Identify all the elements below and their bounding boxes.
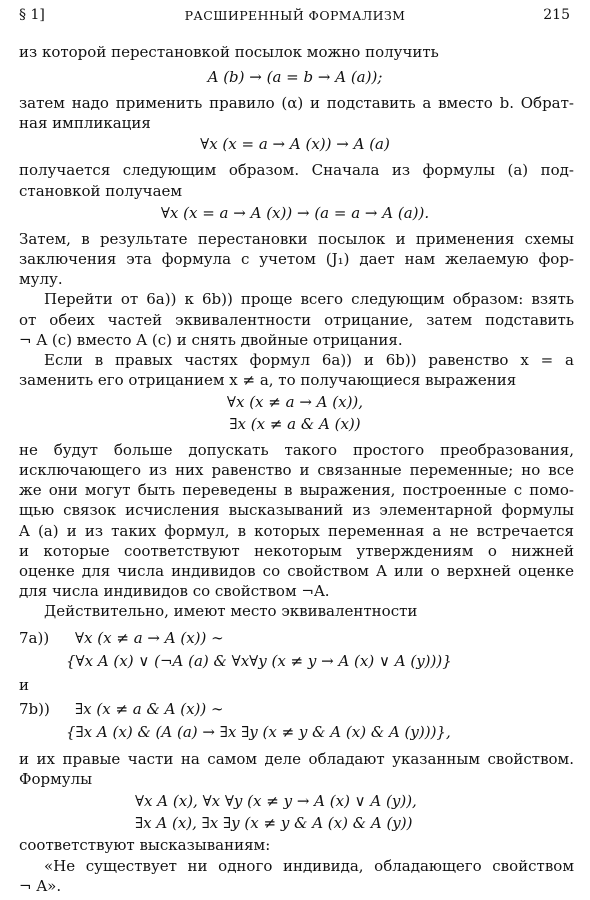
formula-line: ∀x (x = a → A (x)) → (a = a → A (a)). (160, 203, 430, 222)
text-line: ¬ A». (19, 876, 62, 895)
formula-line: ∀x (x ≠ a → A (x)), (226, 393, 364, 412)
text-line: и их правые части на самом деле обладают указанным свойством. (19, 749, 574, 768)
text-line: A (a) и из таких формул, в которых переменная a не встречается (19, 521, 574, 540)
text-line: ¬ A (c) вместо A (c) и снять двойные отрицания. (19, 330, 403, 349)
section-marker: § 1] (19, 7, 45, 23)
text-line: от обеих частей эквивалентности отрицание, затем подставить (19, 310, 574, 329)
text-line: заключения эта формула с учетом (J₁) дает нам желаемую фор- (19, 250, 574, 268)
text-line: становкой получаем (19, 181, 183, 200)
text-line: из которой перестановкой посылок можно получить (19, 43, 439, 61)
formula-line: ∀x A (x), ∀x ∀y (x ≠ y → A (x) ∨ A (y)), (135, 792, 417, 811)
text-line: Действительно, имеют место эквивалентности (44, 602, 418, 621)
running-title: РАСШИРЕННЫЙ ФОРМАЛИЗМ (184, 8, 406, 23)
text-line: не будут больше допускать такого простого преобразования, (19, 440, 574, 459)
formula-line: A (b) → (a = b → A (a)); (207, 68, 383, 87)
text-line: соответствуют высказываниям: (19, 836, 271, 855)
text-line: заменить его отрицанием x ≠ a, то получающиеся выражения (19, 371, 517, 390)
text-line: же они могут быть переведены в выражения, построенные с помо- (19, 481, 574, 500)
formula-line: {∃x A (x) & (A (a) → ∃x ∃y (x ≠ y & A (x) & A (y)))}, (66, 722, 451, 741)
formula-line: ∀x (x = a → A (x)) → A (a) (200, 135, 390, 154)
text-line: Формулы (19, 769, 93, 788)
text-line: Если в правых частях формул 6a)) и 6b)) равенство x = a (44, 351, 574, 370)
text-line: мулу. (19, 270, 63, 289)
formula-line: {∀x A (x) ∨ (¬A (a) & ∀x∀y (x ≠ y → A (x) ∨ A (y)))} (66, 652, 452, 671)
text-line: Затем, в результате перестановки посылок и применения схемы (19, 229, 574, 248)
text-line: исключающего из них равенство и связанные переменные; но все (19, 460, 574, 479)
text-line: и (19, 675, 29, 694)
running-header (0, 7, 590, 27)
text-line: получается следующим образом. Сначала из формулы (a) под- (19, 161, 574, 180)
text-line: «Не существует ни одного индивида, обладающего свойством (44, 856, 574, 875)
formula-line: ∃x (x ≠ a & A (x)) (229, 414, 361, 433)
text-line: Перейти от 6a)) к 6b)) проще всего следующим образом: взять (44, 290, 574, 309)
formula-label-7a: 7a)) (19, 629, 50, 648)
text-line: щью связок исчисления высказываний из элементарной формулы (19, 501, 574, 520)
text-line: и которые соответствуют некоторым утверждениям о нижней (19, 541, 574, 560)
formula-line: ∀x (x ≠ a → A (x)) ∼ (75, 629, 224, 648)
page-number: 215 (543, 7, 570, 23)
formula-label-7b: 7b)) (19, 699, 50, 718)
formula-line: ∃x (x ≠ a & A (x)) ∼ (75, 699, 224, 718)
formula-line: ∃x A (x), ∃x ∃y (x ≠ y & A (x) & A (y)) (135, 814, 413, 833)
text-line: ная импликация (19, 114, 151, 133)
text-line: затем надо применить правило (α) и подставить a вместо b. Обрат- (19, 94, 574, 113)
text-line: для числа индивидов со свойством ¬A. (19, 582, 330, 601)
text-line: оценке для числа индивидов со свойством A или о верхней оценке (19, 561, 574, 580)
